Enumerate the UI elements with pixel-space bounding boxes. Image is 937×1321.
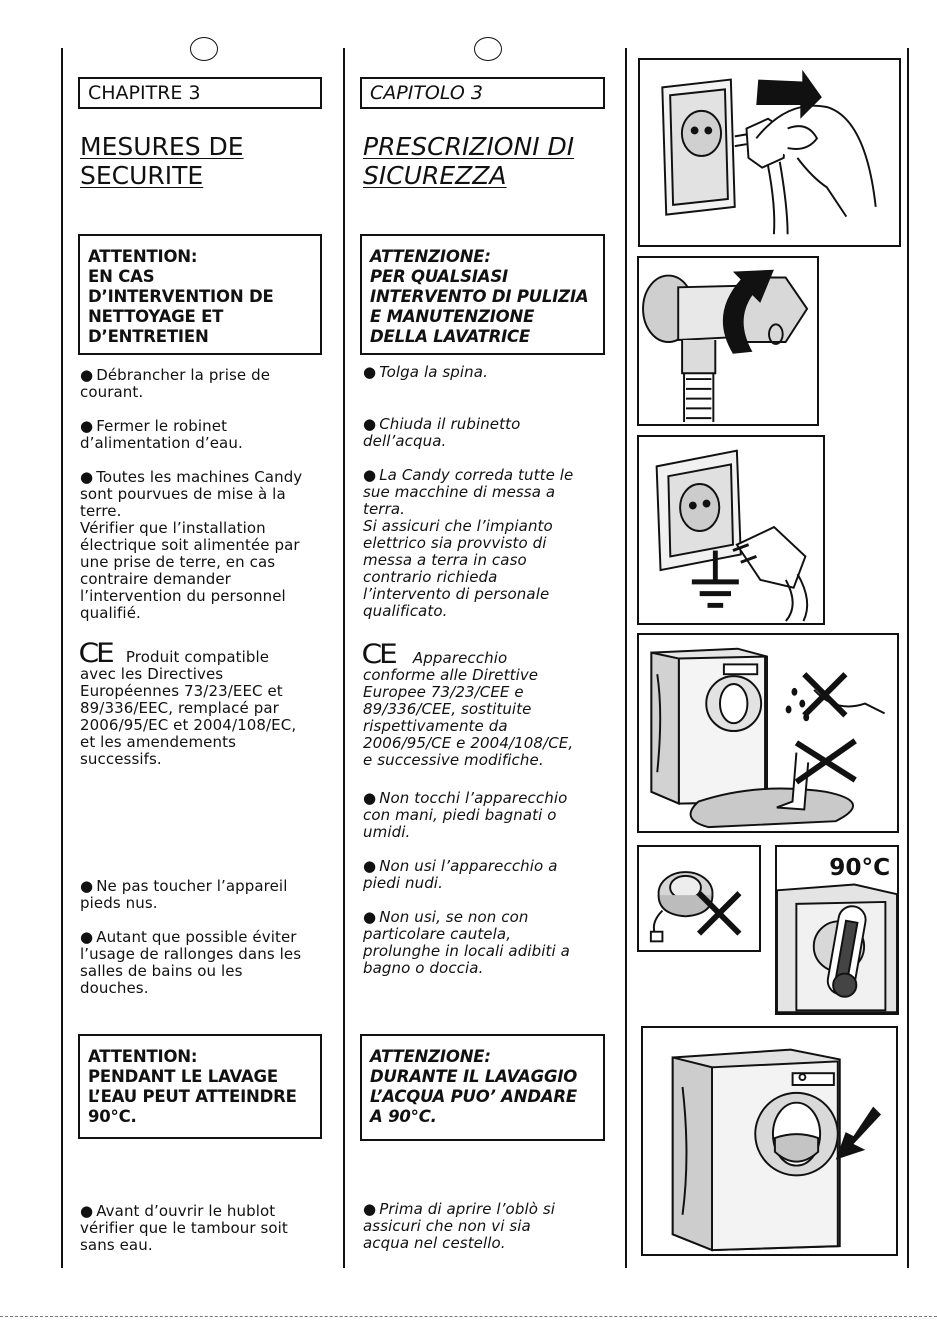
text-line: Produit compatible (125, 648, 270, 666)
warning-line: ATTENZIONE: (370, 1047, 491, 1066)
text-line: 2006/95/EC et 2004/108/EC, (80, 716, 297, 734)
warning-box-maintenance-french (78, 234, 322, 355)
warning-box-maintenance-italian (360, 234, 605, 355)
illustration-check-drum (641, 1026, 898, 1256)
title-line: PRESCRIZIONI DI (363, 132, 575, 161)
text-line: l’intervention du personnel (80, 587, 286, 605)
warning-line: 90°C. (88, 1107, 137, 1126)
text-line: salles de bains ou les (80, 962, 243, 980)
illustration-extension-cord (637, 845, 761, 952)
warning-line: E MANUTENZIONE (370, 307, 535, 326)
text-line: l’intervento di personale (363, 585, 550, 603)
text-line: prolunghe in locali adibiti a (363, 942, 570, 960)
warning-line: INTERVENTO DI PULIZIA (370, 287, 589, 306)
bullet-icon: ● (363, 789, 377, 807)
text-line: Toutes les machines Candy (96, 468, 303, 486)
text-line: umidi. (363, 823, 411, 841)
text-line: e successive modifiche. (363, 751, 544, 769)
bullet-icon: ● (363, 363, 377, 381)
warning-line: ATTENTION: (88, 1047, 198, 1066)
text-line: contrario richieda (363, 568, 498, 586)
text-line: La Candy correda tutte le (379, 466, 574, 484)
illustration-wet-hands-barefoot (637, 633, 899, 833)
text-line: 89/336/CEE, sostituite (363, 700, 532, 718)
title-line: MESURES DE (80, 132, 244, 161)
text-line: particolare cautela, (363, 925, 512, 943)
text-line: vérifier que le tambour soit (80, 1219, 288, 1237)
illustration-hot-water-temperature (775, 845, 899, 1015)
text-line: Autant que possible éviter (96, 928, 297, 946)
text-line: sont pourvues de mise à la (80, 485, 286, 503)
text-line: assicuri che non vi sia (363, 1217, 531, 1235)
warning-line: ATTENZIONE: (370, 247, 491, 266)
instruction-barefoot-french (80, 878, 335, 912)
column-divider-left (61, 48, 63, 1268)
text-line: pieds nus. (80, 894, 158, 912)
text-line: dell’acqua. (363, 432, 447, 450)
warning-box-hot-water-french (78, 1034, 322, 1139)
language-badge-french (190, 37, 218, 61)
washing-machine-drum-icon (643, 1028, 896, 1254)
text-line: Chiuda il rubinetto (379, 415, 521, 433)
text-line: terra. (363, 500, 406, 518)
instruction-check-drum-french (80, 1203, 335, 1254)
title-line: SICUREZZA (363, 161, 507, 190)
section-title-french (80, 132, 244, 190)
text-line: d’alimentation d’eau. (80, 434, 243, 452)
text-line: sue macchine di messa a (363, 483, 556, 501)
instruction-close-tap-italian (363, 416, 618, 450)
text-line: courant. (80, 383, 144, 401)
bullet-icon: ● (363, 908, 377, 926)
warning-line: PER QUALSIASI (370, 267, 508, 286)
warning-line: EN CAS (88, 267, 155, 286)
instruction-extensions-french (80, 929, 335, 997)
warning-line: D’ENTRETIEN (88, 327, 209, 346)
warning-box-hot-water-italian (360, 1034, 605, 1141)
text-line: Européennes 73/23/EEC et (80, 682, 283, 700)
warning-line: D’INTERVENTION DE (88, 287, 274, 306)
text-line: Vérifier que l’installation (80, 519, 266, 537)
text-line: l’usage de rallonges dans les (80, 945, 302, 963)
warning-line: L’ACQUA PUO’ ANDARE (370, 1087, 578, 1106)
thermometer-icon (777, 847, 897, 1013)
text-line: une prise de terre, en cas (80, 553, 276, 571)
text-line: et les amendements (80, 733, 236, 751)
text-line: piedi nudi. (363, 874, 443, 892)
instruction-extensions-italian (363, 909, 618, 977)
bullet-icon: ● (80, 928, 94, 946)
text-line: 89/336/EEC, remplacé par (80, 699, 279, 717)
instruction-earthing-french (80, 469, 335, 622)
text-line: Prima di aprire l’oblò si (379, 1200, 556, 1218)
bullet-icon: ● (80, 468, 94, 486)
warning-line: L’EAU PEUT ATTEINDRE (88, 1087, 297, 1106)
warning-line: DURANTE IL LAVAGGIO (370, 1067, 578, 1086)
text-line: Tolga la spina. (379, 363, 488, 381)
text-line: Apparecchio (412, 649, 508, 667)
chapter-heading-italian: CAPITOLO 3 (360, 77, 605, 109)
text-line: elettrico sia provvisto di (363, 534, 547, 552)
warning-line: A 90°C. (370, 1107, 437, 1126)
text-line: Débrancher la prise de (96, 366, 271, 384)
bullet-icon: ● (363, 415, 377, 433)
text-line: sans eau. (80, 1236, 153, 1254)
water-tap-icon (639, 258, 817, 424)
warning-line: DELLA LAVATRICE (370, 327, 530, 346)
washing-machine-wet-icon (639, 635, 897, 831)
text-line: Ne pas toucher l’appareil (96, 877, 288, 895)
earthing-plug-icon (639, 437, 823, 623)
column-divider-middle (343, 48, 345, 1268)
ce-compliance-italian (361, 639, 618, 769)
bullet-icon: ● (80, 366, 94, 384)
instruction-unplug-french (80, 367, 335, 401)
ce-mark-icon: CE (361, 639, 395, 670)
text-line: qualifié. (80, 604, 141, 622)
column-divider-far-right (907, 48, 909, 1268)
text-line: Non usi l’apparecchio a (379, 857, 558, 875)
chapter-heading-french: CHAPITRE 3 (78, 77, 322, 109)
warning-line: PENDANT LE LAVAGE (88, 1067, 278, 1086)
instruction-close-tap-french (80, 418, 335, 452)
text-line: douches. (80, 979, 149, 997)
text-line: avec les Directives (80, 665, 224, 683)
title-line: SECURITE (80, 161, 204, 190)
text-line: bagno o doccia. (363, 959, 484, 977)
text-line: électrique soit alimentée par (80, 536, 300, 554)
instruction-earthing-italian (363, 467, 618, 620)
ce-mark-icon: CE (78, 638, 112, 669)
bullet-icon: ● (363, 466, 377, 484)
temperature-label: 90°C (829, 853, 891, 881)
ce-compliance-french (78, 638, 335, 768)
text-line: messa a terra in caso (363, 551, 527, 569)
text-line: contraire demander (80, 570, 231, 588)
text-line: conforme alle Direttive (363, 666, 539, 684)
column-divider-right (625, 48, 627, 1268)
bullet-icon: ● (80, 877, 94, 895)
warning-line: ATTENTION: (88, 247, 198, 266)
language-badge-italian (474, 37, 502, 61)
text-line: terre. (80, 502, 122, 520)
extension-reel-icon (639, 847, 759, 950)
text-line: Si assicuri che l’impianto (363, 517, 553, 535)
warning-line: NETTOYAGE ET (88, 307, 224, 326)
bullet-icon: ● (80, 417, 94, 435)
instruction-wet-hands-italian (363, 790, 618, 841)
text-line: 2006/95/CE e 2004/108/CE, (363, 734, 574, 752)
instruction-check-drum-italian (363, 1201, 618, 1252)
section-title-italian (363, 132, 574, 190)
instruction-unplug-italian (363, 364, 618, 381)
text-line: Non usi, se non con (379, 908, 529, 926)
illustration-unplug (638, 58, 901, 247)
text-line: qualificato. (363, 602, 448, 620)
text-line: Europee 73/23/CEE e (363, 683, 524, 701)
bullet-icon: ● (363, 1200, 377, 1218)
bullet-icon: ● (80, 1202, 94, 1220)
page-bottom-edge (0, 1316, 937, 1317)
text-line: acqua nel cestello. (363, 1234, 506, 1252)
unplug-socket-icon (640, 60, 899, 245)
bullet-icon: ● (363, 857, 377, 875)
text-line: Non tocchi l’apparecchio (379, 789, 568, 807)
text-line: successifs. (80, 750, 162, 768)
illustration-earthing (637, 435, 825, 625)
text-line: Avant d’ouvrir le hublot (96, 1202, 276, 1220)
text-line: rispettivamente da (363, 717, 508, 735)
text-line: con mani, piedi bagnati o (363, 806, 557, 824)
text-line: Fermer le robinet (96, 417, 228, 435)
instruction-barefoot-italian (363, 858, 618, 892)
illustration-close-tap (637, 256, 819, 426)
